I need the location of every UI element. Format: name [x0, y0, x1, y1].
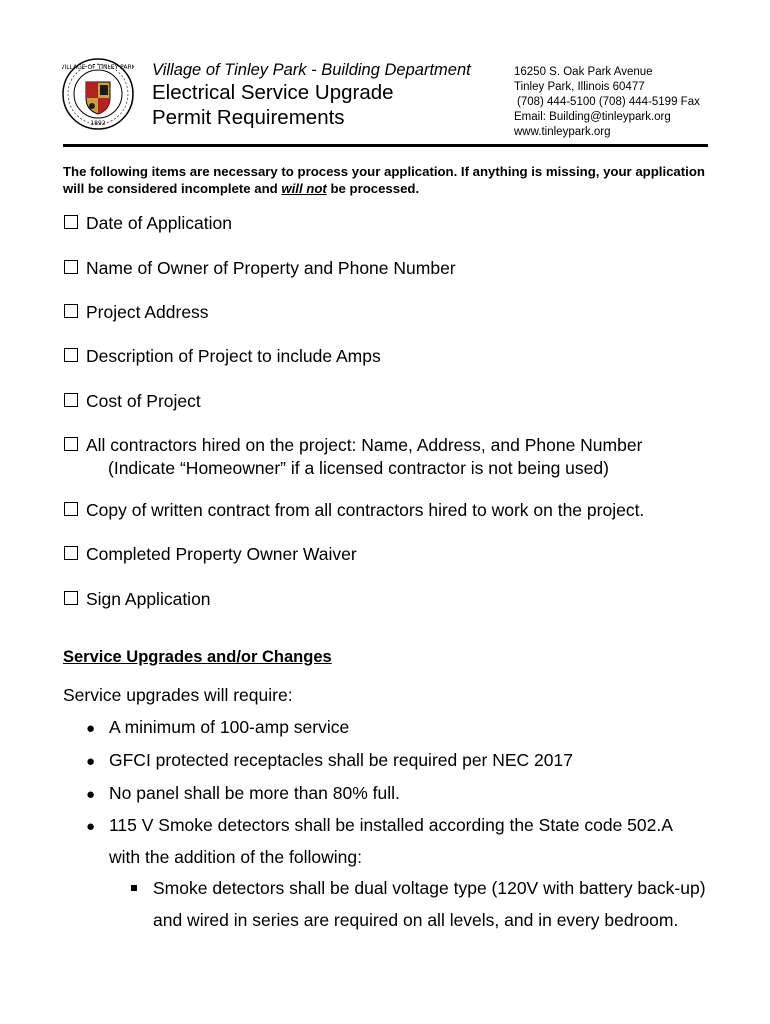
list-item — [86, 815, 673, 836]
checklist-item — [64, 588, 211, 611]
contact-city: Tinley Park, Illinois 60477 — [514, 81, 645, 93]
svg-text:VILLAGE OF TINLEY PARK: VILLAGE OF TINLEY PARK — [62, 64, 134, 71]
contact-website[interactable]: www.tinleypark.org — [514, 126, 611, 138]
list-item-text: GFCI protected receptacles shall be required per NEC 2017 — [109, 750, 573, 770]
section-heading: Service Upgrades and/or Changes — [63, 648, 332, 666]
intro-paragraph — [63, 163, 708, 197]
bullet-icon: ● — [86, 720, 96, 737]
checkbox[interactable] — [64, 393, 78, 407]
document-title-line1: Electrical Service Upgrade — [152, 81, 394, 104]
sub-list-item — [131, 878, 706, 899]
checklist-label: Sign Application — [86, 589, 211, 609]
village-seal — [62, 58, 134, 130]
contact-phones: (708) 444-5100 (708) 444-5199 Fax — [517, 96, 700, 108]
list-item — [86, 717, 349, 738]
checklist-item — [64, 543, 357, 566]
sub-list-item-continuation: and wired in series are required on all levels, and in every bedroom. — [153, 910, 679, 930]
intro-text-2: be processed. — [326, 181, 420, 196]
checkbox[interactable] — [64, 215, 78, 229]
list-item — [86, 783, 400, 804]
bullet-icon: ● — [86, 818, 96, 835]
checklist-label: Date of Application — [86, 213, 232, 233]
checkbox[interactable] — [64, 260, 78, 274]
bullet-icon: ● — [86, 786, 96, 803]
list-item — [86, 750, 573, 771]
department-name: Village of Tinley Park - Building Department — [152, 61, 471, 79]
checklist-item — [64, 301, 209, 324]
list-item-text: 115 V Smoke detectors shall be installed according the State code 502.A — [109, 815, 673, 835]
checkbox[interactable] — [64, 591, 78, 605]
checklist-item — [64, 434, 642, 480]
checklist-label: Cost of Project — [86, 391, 201, 411]
document-title-line2: Permit Requirements — [152, 106, 345, 129]
checkbox[interactable] — [64, 437, 78, 451]
bullet-icon: ● — [86, 753, 96, 770]
svg-text:1892: 1892 — [90, 120, 106, 127]
intro-text-1: The following items are necessary to process your application. If anything is missing, your application will be considered incomplete and — [63, 164, 705, 196]
checklist-item — [64, 257, 456, 280]
list-item-continuation: with the addition of the following: — [109, 847, 362, 867]
checkbox[interactable] — [64, 348, 78, 362]
list-item-text: A minimum of 100-amp service — [109, 717, 350, 737]
contact-address: 16250 S. Oak Park Avenue — [514, 66, 653, 78]
contact-email[interactable]: Email: Building@tinleypark.org — [514, 111, 671, 123]
contact-block — [514, 65, 700, 140]
checklist-label: Completed Property Owner Waiver — [86, 544, 357, 564]
header-divider — [63, 144, 708, 147]
sub-list-item-text: Smoke detectors shall be dual voltage type (120V with battery back-up) — [153, 878, 706, 898]
checklist-item — [64, 499, 644, 522]
checklist-label: Project Address — [86, 302, 209, 322]
checklist-label: All contractors hired on the project: Name, Address, and Phone Number — [86, 435, 643, 455]
square-bullet-icon — [131, 885, 137, 891]
checkbox[interactable] — [64, 304, 78, 318]
section-intro: Service upgrades will require: — [63, 685, 293, 705]
checklist-note: (Indicate “Homeowner” if a licensed contractor is not being used) — [108, 458, 609, 478]
checklist-label: Name of Owner of Property and Phone Number — [86, 258, 456, 278]
checklist-item — [64, 212, 232, 235]
checkbox[interactable] — [64, 546, 78, 560]
checklist-label: Description of Project to include Amps — [86, 346, 381, 366]
list-item-text: No panel shall be more than 80% full. — [109, 783, 400, 803]
intro-emphasis: will not — [281, 181, 327, 196]
checklist-item — [64, 345, 381, 368]
checklist-label: Copy of written contract from all contractors hired to work on the project. — [86, 500, 645, 520]
checkbox[interactable] — [64, 502, 78, 516]
checklist-item — [64, 390, 201, 413]
